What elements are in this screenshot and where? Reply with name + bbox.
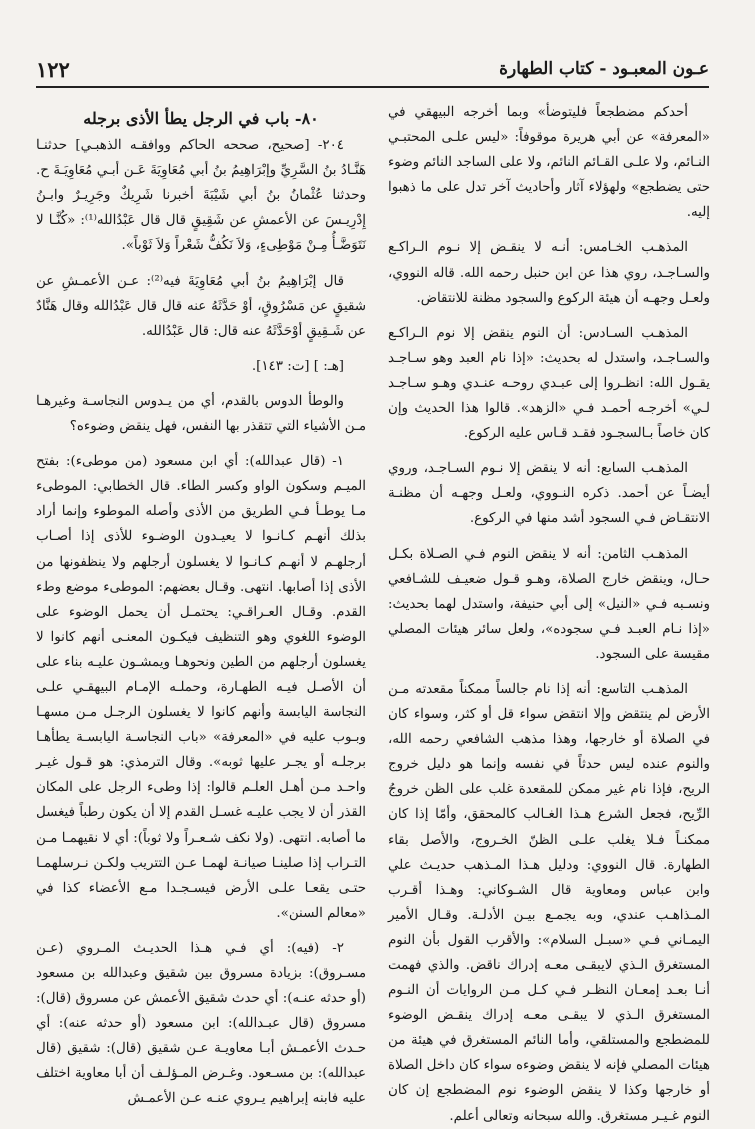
commentary-paragraph: ٢- (فيه): أي فـي هـذا الحديـث المـروي (عـن مسـروق): بزيادة مسروق بين شقيق وعبدالله بن مسعود (أو حدثه عنـه): أي حدث شقيق الأعمش عن مسروق (قال): مسروق (قال عبـدالله): ابن مسعود (أو حدثه عنه): أي حـدث الأعمـش أبـا معاويـة عـن شقيق (قال): شقيق (قال عبدالله): بن مسـعود. وغـرض المـؤلـف أن أبا معاوية اختلف عليه فابنه إبراهيم يـروي عنـه عـن الأعمـش <box>36 940 366 1107</box>
reference-line: [هـ: ] [ت: ١٤٣]. <box>251 358 344 374</box>
right-column <box>388 100 710 1129</box>
paragraph: المذهـب الثامن: أنه لا ينقض النوم فـي الصـلاة بكـل حـال، وينقض خارج الصلاة، وهـو قـول ضعيـف للشـافعي ونسـبه فـي «النيل» إلى أبي حنيفة، واستدل لهما بحديث: «إذا نـام العبـد فـي سجوده»، ولعل سائر هيئات المصلي مقيسة على السجود. <box>388 546 710 662</box>
running-title: عـون المعبـود - كتاب الطهارة <box>499 59 709 79</box>
hadith-paragraph: ٢٠٤- [صحيح، صححه الحاكم ووافقـه الذهبـي] حدثنـا هَنَّـادُ بنُ السَّرِيِّ وإبْرَاهِيمُ بنُ أبي مُعَاوِيَةَ عَـن أبـي مُعَاوِيَـةَ ح. وحدثنا عُثْمانُ بنُ أبي شَيْبَةَ أخبرنا شَرِيكٌ وجَرِيـرٌ وابـنُ إِدْرِيـسَ عن الأعمشِ عن شَقِيقٍ قال قال عَبْدُالله⁽¹⁾: «كُنَّـا لا نَتَوَضَّـأُ مِـنْ مَوْطِىءٍ، وَلاَ نَكُفُّ شَعْراً وَلاَ ثَوْباً». <box>36 138 367 254</box>
paragraph: المذهـب السـادس: أن النوم ينقض إلا نوم الـراكـع والسـاجـد، واستدل له بحديث: «إذا نام العبد وهو سـاجـد يقـول الله: انظـروا إلى عبـدي روحـه عنـدي وهـو سـاجـد لـي» أخرجـه أحمـد فـي «الزهد». قالوا هذا الحديث وإن كان خاصاً بـالسجـود فقـد قـاس عليه الركوع. <box>388 325 710 442</box>
paragraph: المذهـب الخـامس: أنـه لا ينقـض إلا نـوم الـراكـع والسـاجـد، روي هذا عن ابن حنبل رحمه الله. قاله النووي، ولعـل وجهـه أن هيئة الركوع والسجود مظنة للانتقاض. <box>388 240 710 306</box>
commentary-paragraph: والوطأ الدوس بالقدم، أي من يـدوس النجاسـة وغيرهـا مـن الأشياء التي تتقذر بها النفس، فهل ينقض وضوءه؟ <box>36 393 366 435</box>
paragraph: المذهـب السابع: أنه لا ينقض إلا نـوم السـاجـد، وروي أيضـاً عن أحمد. ذكره النـووي، ولعـل وجهـه أن مظنـة الانتقـاض فـي السجود أشد منها في الركوع. <box>388 461 710 527</box>
hadith-paragraph: قال إبْرَاهِيمُ بنُ أبي مُعَاوِيَةَ فيه⁽²⁾: عـن الأعمـشِ عن شقيقٍ عن مَسْرُوقٍ، أوْ حَدَّثَهُ عنه قال قال عَبْدُالله وقال هَنَّادٌ عن شَـقِيقٍ أوْحَدَّثَهُ عنه قال: قال عَبْدُالله. <box>36 273 366 339</box>
page-number: ١٢٢ <box>36 56 70 82</box>
paragraph: المذهـب التاسع: أنه إذا نام جالساً ممكناً مقعدته مـن الأرض لم ينتقض وإلا انتقض سواء قل أو كثر، وسواء كان في الصلاة أو خارجها، وهذا مذهب الشافعي رحمه الله، والنوم عنده ليس حدثاً في نفسه وإنما هو دليل خروج الريح، فإذا نام غير ممكن للمقعدة غلب على الظن خروجُ الرِّيح، فجعل الشرع هـذا الغـالب كالمحقق، وأمّا إذا كان ممكنـاً فـلا يغلب علـى الظنّ الخـروج، والأصل بقاء الطهارة. قال النووي: ودليل هـذا المـذهب حديـث علي وابن عباس ومعاوية قال الشـوكاني: وهـذا أقـرب المـذاهـب عندي، وبه يجمـع بيـن الأدلـة. وقـال الأمير اليمـاني فـي «سبـل السلام»: والأقرب القول بأن النوم المستغرق الـذي لايبقـى معـه إدراك ناقض. والذي فهمت أنـا بعـد إمعـان النظـر فـي كـل مـن الروايات أن النـوم المستغرق الـذي لا يبقـى معـه إدراك ينقـض الوضوء للمضطجع والمستلقي، وأما النائم المستغرق في هيئة من هيئات المصلي فإنه لا ينقض وضوءه سواء كان داخل الصلاة أو خارجها وكذا لا ينقض الوضوء نوم المضطجع إن كان النوم غـيـر مستغرق. والله سبحانه وتعالى أعلم. <box>388 681 710 1124</box>
paragraph: أحدكم مضطجعاً فليتوضأ» وبما أخرجه البيهقي في «المعرفة» عن أبي هريرة موقوفاً: «ليس علـى المحتبـي النـائم، ولا علـى القـائم النائم، ولا على الساجد النائم وضوء حتى يضطجع» ولهؤلاء آثار وأحاديث آخر تدل على ما ذهبوا إليه. <box>388 105 710 221</box>
section-title: ٨٠- باب في الرجل يطأ الأذى برجله <box>83 109 319 128</box>
commentary-paragraph: ١- (قال عبدالله): أي ابن مسعود (من موطىء): بفتح الميـم وسكون الواو وكسر الطاء. قال الخطابي: الموطىء مـا يوطـأ فـي الطريق من الأذى وأصله الموطوء وإنما أراد بذلك أنهـم كـانـوا لا يعيـدون الوضـوء للأذى إذا أصـاب أرجلهـم لا أنهـم كـانـوا لا يغسلون أرجلهم ولا ينظفونها من الأذى إذا أصابها. انتهى. وقـال بعضهم: الموطىء موضع وطء القدم. وقـال العـراقـي: يحتمـل أن يحمل الوضوء على الوضوء اللغوي وهو التنظيف فيكـون المعنـى أنهم كانوا لا يغسلون أرجلهم من الطين ونحوهـا ويمشـون عليـه بناء على أن الأصـل فيـه الطهـارة، وحملـه الإمـام البيهقـي علـى النجاسة اليابسة وأنهم كانوا لا يغسلون الرجـل مـن مسهـا وبـوب عليه في «المعرفة» «باب النجاسـة اليابسـة يطأهـا برجلـه أو يجـر عليها ثوبه». وقال الترمذي: هو قـول غيـر واحـد مـن أهـل العلـم قالوا: إذا وطىء الرجل على المكان القذر أن لا يجب عليـه غسـل القدم إلا أن يكون رطباً فيغسل ما أصابه. انتهى. (ولا نكف شـعـراً ولا ثوباً): أي لا نقيهمـا مـن التـراب إذا صلينـا صيانـة لهمـا عـن التتريب ولكـن نـرسلهمـا حتـى يقعـا علـى الأرض فيسـجـدا مـع الأعضاء كذا في «معالم السنن». <box>36 454 366 921</box>
page-header <box>36 52 709 88</box>
left-column <box>36 100 366 1112</box>
